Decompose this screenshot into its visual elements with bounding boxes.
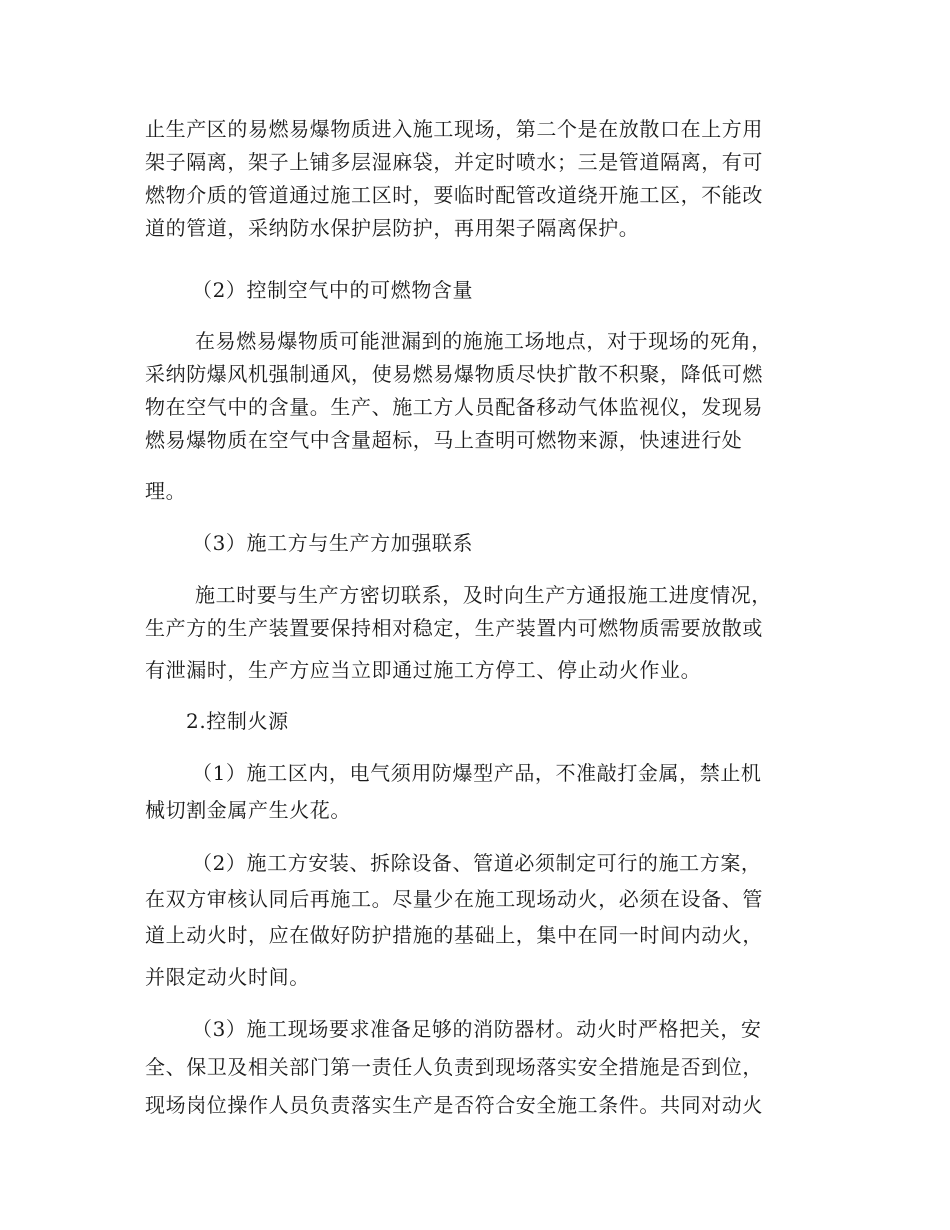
text-line: 生产方的生产装置要保持相对稳定，生产装置内可燃物质需要放散或 [145,616,763,640]
text-line: 止生产区的易燃易爆物质进入施工现场，第二个是在放散口在上方用 [145,117,763,141]
text-line: 现场岗位操作人员负责落实生产是否符合安全施工条件。共同对动火 [145,1093,763,1117]
text-line: （3）施工现场要求准备足够的消防器材。动火时严格把关，安 [192,1017,762,1041]
text-line: 道的管道，采纳防水保护层防护，再用架子隔离保护。 [145,216,640,240]
text-line: （1）施工区内，电气须用防爆型产品，不准敲打金属，禁止机 [192,761,762,785]
text-line: 燃易爆物质在空气中含量超标，马上查明可燃物来源，快速进行处 [145,428,743,452]
text-line: 在易燃易爆物质可能泄漏到的施施工场地点，对于现场的死角， [195,329,772,353]
text-line: 采纳防爆风机强制通风，使易燃易爆物质尽快扩散不积聚，降低可燃 [145,362,763,386]
section-heading: （2）控制空气中的可燃物含量 [192,278,474,302]
text-line: 并限定动火时间。 [145,965,310,989]
text-line: 全、保卫及相关部门第一责任人负责到现场落实安全措施是否到位， [145,1055,763,1079]
section-heading: 2.控制火源 [186,709,289,733]
text-line: 架子隔离，架子上铺多层湿麻袋，并定时喷水；三是管道隔离，有可 [145,150,763,174]
text-line: 有泄漏时，生产方应当立即通过施工方停工、停止动火作业。 [145,658,702,682]
text-line: 施工时要与生产方密切联系，及时向生产方通报施工进度情况， [195,583,772,607]
text-line: （2）施工方安装、拆除设备、管道必须制定可行的施工方案， [192,851,762,875]
text-line: 理。 [145,479,187,503]
text-line: 燃物介质的管道通过施工区时，要临时配管改道绕开施工区，不能改 [145,183,763,207]
text-line: 械切割金属产生火花。 [145,798,351,822]
section-heading: （3）施工方与生产方加强联系 [192,531,474,555]
text-line: 道上动火时，应在做好防护措施的基础上，集中在同一时间内动火， [145,923,763,947]
text-line: 在双方审核认同后再施工。尽量少在施工现场动火，必须在设备、管 [145,887,763,911]
text-line: 物在空气中的含量。生产、施工方人员配备移动气体监视仪，发现易 [145,395,763,419]
